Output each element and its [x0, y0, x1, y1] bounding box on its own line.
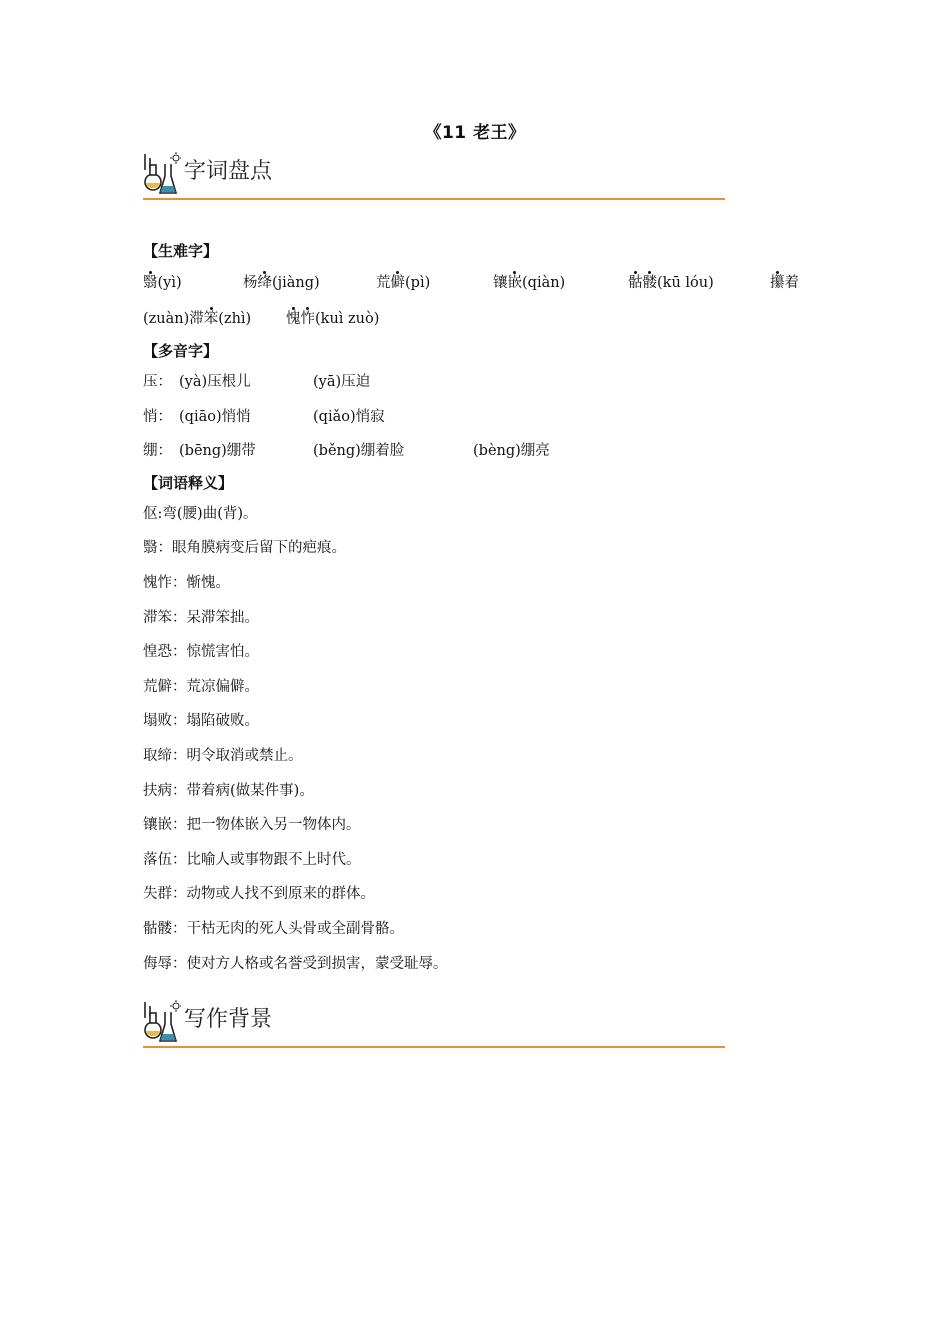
vocab-item [286, 301, 379, 337]
flask-icon [143, 152, 181, 196]
polyphone-char: 绷： [143, 443, 172, 460]
definition-item: 翳：眼角膜病变后留下的疤痕。 [143, 540, 346, 557]
heading-ciyu: 【词语释义】 [143, 473, 234, 492]
vocab-row-2 [143, 301, 823, 337]
vocab-char: 杨 [243, 275, 258, 291]
section-divider [143, 1046, 725, 1048]
vocab-char-dotted: 笨 [204, 301, 219, 337]
heading-shengnanzi: 【生难字】 [143, 242, 219, 260]
definition-item: 扶病：带着病(做某件事)。 [143, 782, 314, 799]
vocab-pinyin: (qiàn) [522, 275, 566, 291]
vocab-char-dotted: 嵌 [508, 265, 523, 301]
definition-item: 惶恐：惊慌害怕。 [143, 644, 259, 661]
polyphone-reading: (bèng)绷亮 [473, 443, 550, 460]
definition-item: 取缔：明令取消或禁止。 [143, 747, 303, 764]
vocab-item [143, 301, 251, 337]
section-header-ziciandian [143, 152, 725, 200]
vocab-item [628, 265, 714, 301]
vocab-pinyin: (kuì zuò) [315, 311, 380, 327]
polyphone-row [143, 400, 823, 435]
definition-list [143, 497, 823, 981]
polyphone-reading: (qiāo)悄悄 [179, 408, 251, 425]
polyphone-char: 悄： [143, 408, 172, 425]
vocab-char: 着 [784, 275, 799, 291]
section-divider [143, 198, 725, 200]
definition-item: 侮辱：使对方人格或名誉受到损害，蒙受耻辱。 [143, 955, 448, 972]
definition-item: 落伍：比喻人或事物跟不上时代。 [143, 851, 361, 868]
vocab-item [493, 265, 565, 301]
definition-item: 滞笨：呆滞笨拙。 [143, 609, 259, 626]
section-title: 字词盘点 [184, 159, 273, 184]
section-title: 写作背景 [184, 1007, 273, 1032]
vocab-char: 镶 [493, 275, 508, 291]
polyphone-reading: (běng)绷着脸 [313, 443, 405, 460]
definition-item: 愧怍：惭愧。 [143, 574, 230, 591]
page-title: 《11 老王》 [424, 123, 526, 143]
vocab-pinyin: (zhì) [218, 311, 252, 327]
vocab-char-dotted: 僻 [391, 265, 406, 301]
vocab-char: 滞 [189, 311, 204, 327]
vocab-pinyin-prefix: (zuàn) [143, 311, 190, 327]
vocab-char-dotted: 怍 [301, 301, 316, 337]
flask-icon [143, 1000, 181, 1044]
vocab-pinyin: (jiàng) [272, 275, 320, 291]
vocab-pinyin: (pì) [405, 275, 431, 291]
definition-item: 荒僻：荒凉偏僻。 [143, 678, 259, 695]
vocab-char-dotted: 绛 [258, 265, 273, 301]
vocab-char-dotted: 髅 [643, 265, 658, 301]
vocab-item [143, 265, 182, 301]
vocab-pinyin: (kū lóu) [657, 275, 714, 291]
vocab-char-dotted: 骷 [628, 265, 643, 301]
polyphone-reading: (yā)压迫 [313, 374, 371, 390]
vocab-row-1 [143, 265, 823, 301]
polyphone-reading: (bēng)绷带 [179, 443, 256, 460]
vocab-item [243, 265, 320, 301]
section-header-xiezuobeijing [143, 1000, 725, 1048]
definition-item: 塌败：塌陷破败。 [143, 713, 259, 730]
definition-item: 伛:弯(腰)曲(背)。 [143, 505, 258, 522]
heading-duoyinzi: 【多音字】 [143, 342, 219, 360]
definition-item: 失群：动物或人找不到原来的群体。 [143, 886, 375, 903]
definition-item: 骷髅：干枯无肉的死人头骨或全副骨骼。 [143, 920, 404, 937]
polyphone-reading: (qiǎo)悄寂 [313, 408, 385, 425]
vocab-item [376, 265, 430, 301]
vocab-item [770, 265, 799, 301]
polyphone-char: 压： [143, 374, 172, 390]
vocab-pinyin: (yì) [157, 275, 182, 291]
vocab-char: 荒 [376, 275, 391, 291]
definition-item: 镶嵌：把一物体嵌入另一物体内。 [143, 817, 361, 834]
polyphone-row [143, 365, 823, 400]
main-content [143, 237, 823, 981]
polyphone-reading: (yà)压根儿 [179, 374, 251, 390]
polyphone-row [143, 434, 823, 469]
vocab-char-dotted: 翳 [143, 265, 158, 301]
vocab-char-dotted: 攥 [770, 265, 785, 301]
vocab-char-dotted: 愧 [286, 301, 301, 337]
polyphone-list [143, 365, 823, 469]
